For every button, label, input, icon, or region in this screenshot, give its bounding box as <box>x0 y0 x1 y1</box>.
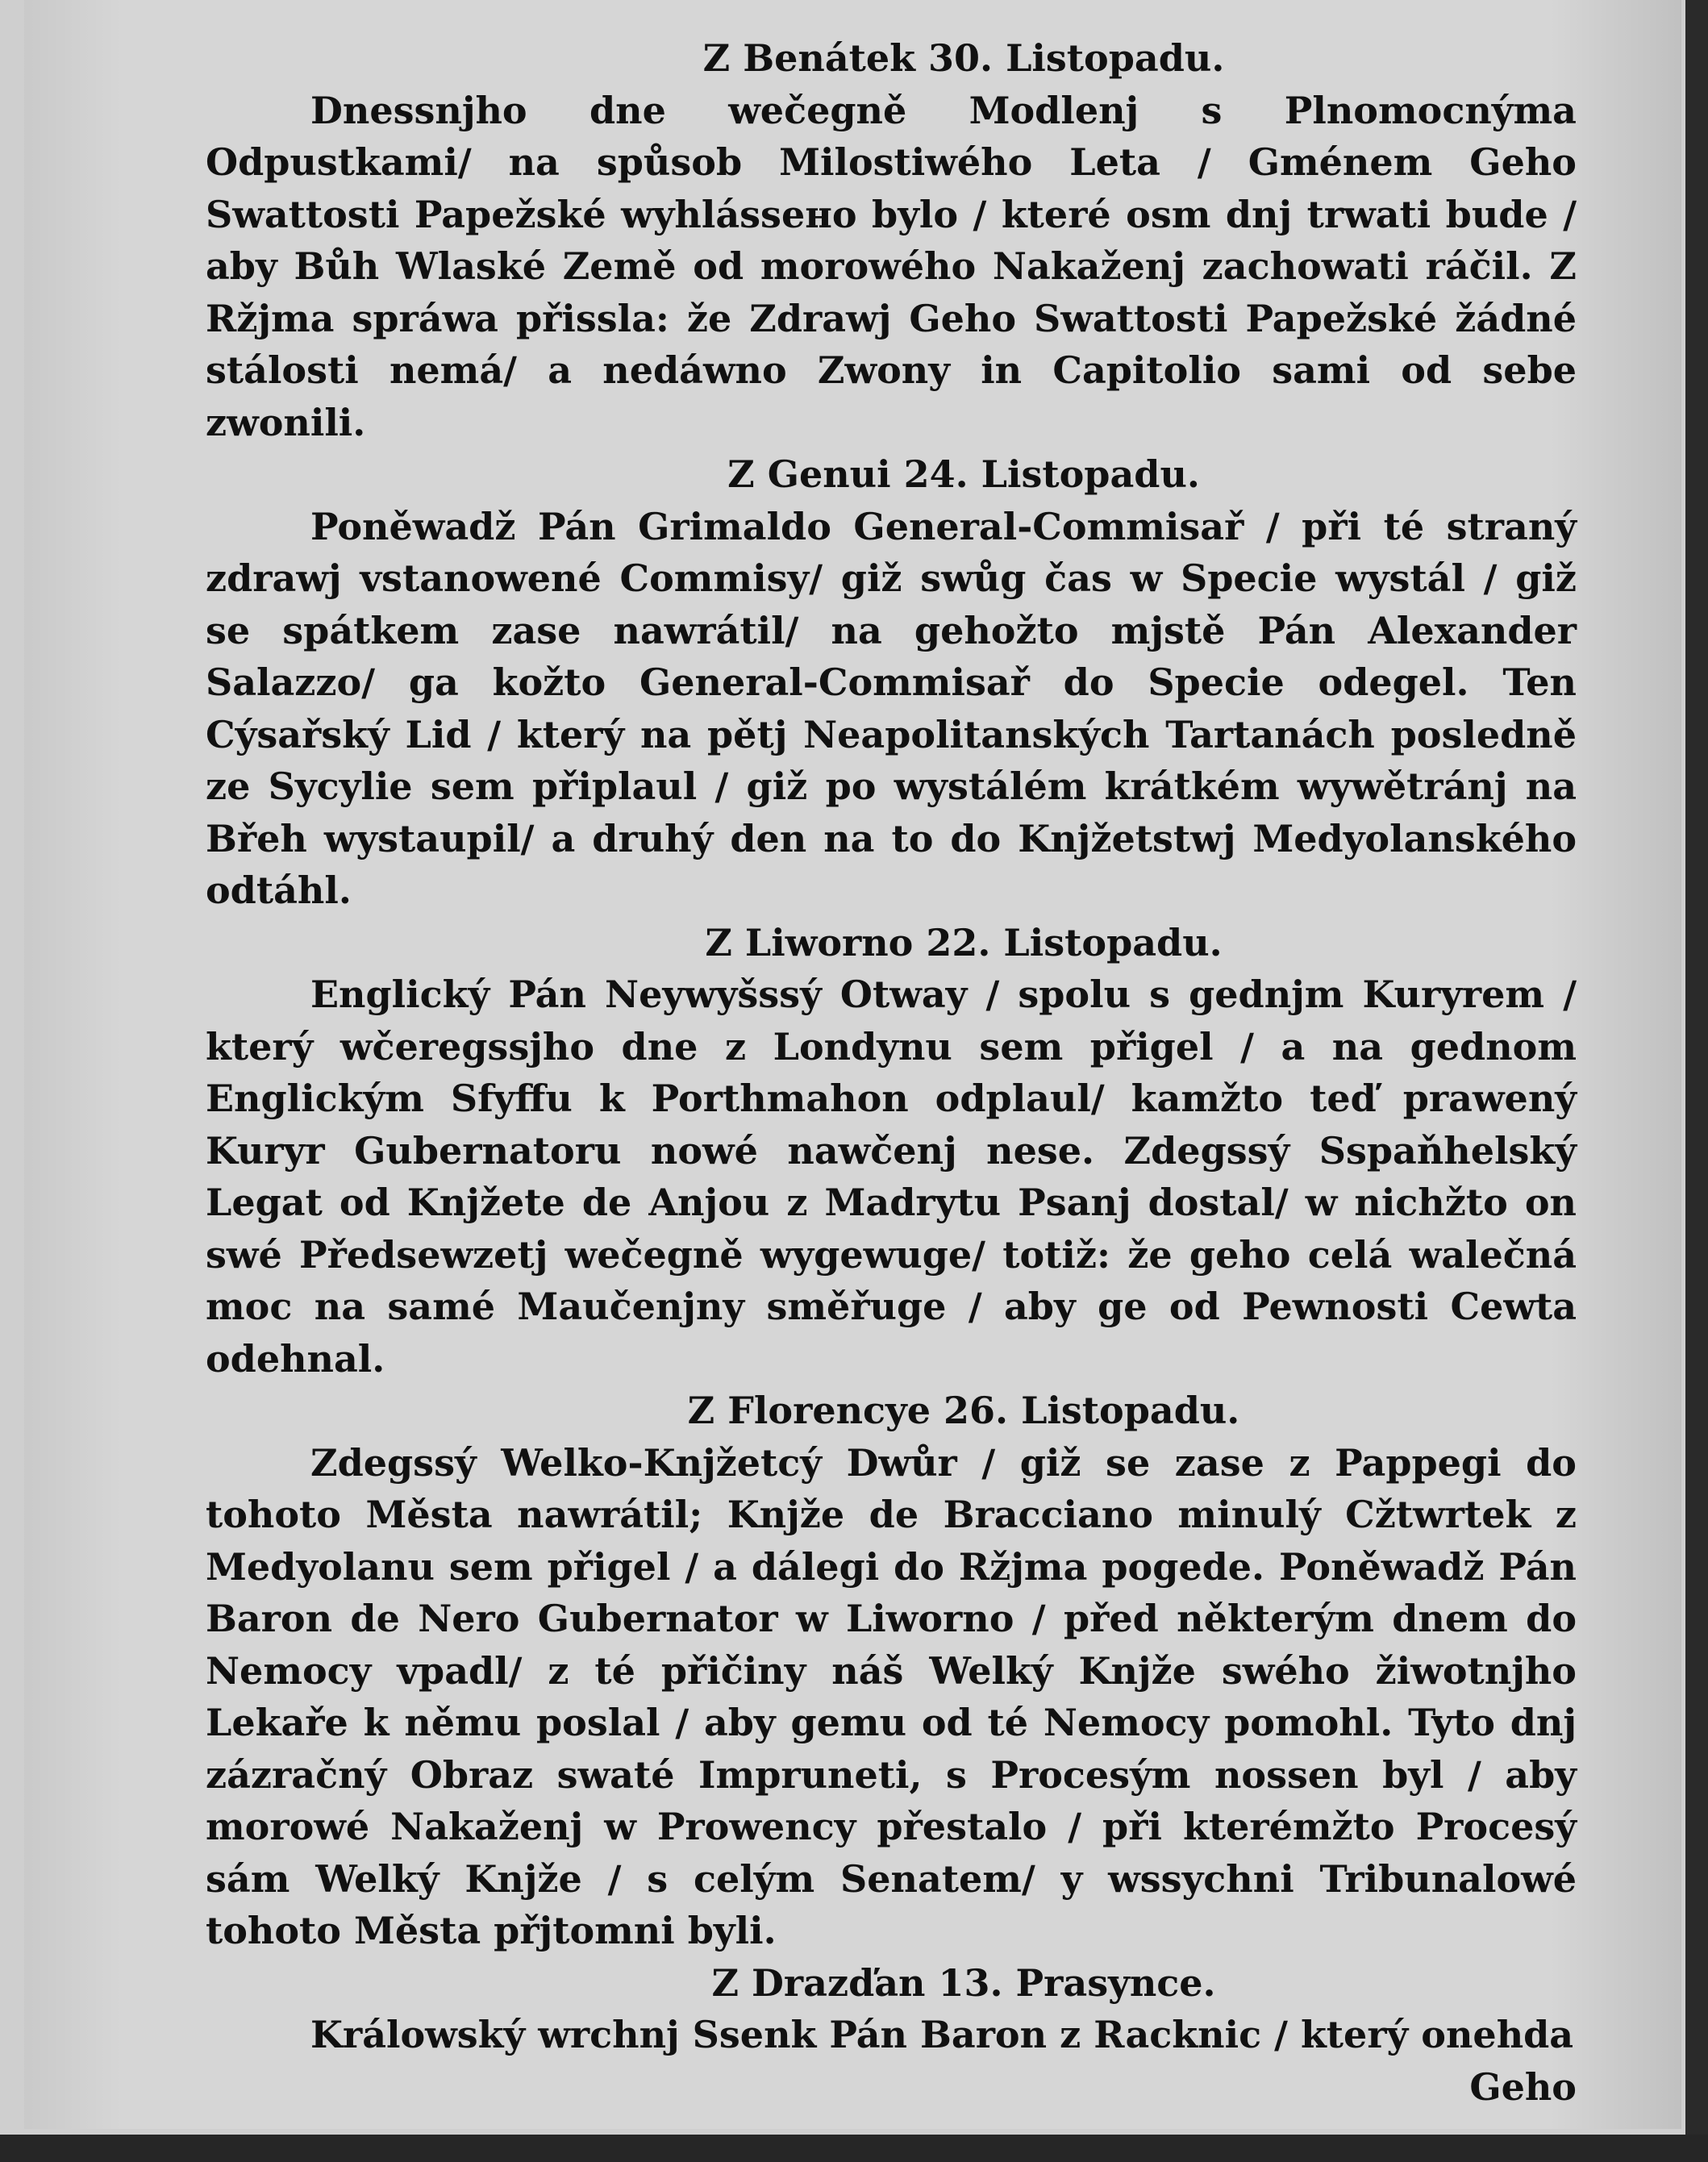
catchword: Geho <box>1469 2064 1577 2109</box>
page-bottom-edge <box>0 2135 1708 2162</box>
section-text-florence: Zdegssý Welko-Knjžetcý Dwůr / giž se zase z Pappegi do tohoto Města nawrátil; Knjže de Bracciano minulý Cžtwrtek z Medyolanu sem přigel / a dálegi do Ržjma pogede. Poněwadž Pán Baron de Nero Gubernator w Liworno / před některým dnem do Nemocy vpadl/ z té přičiny náš Welký Knjže swého žiwotnjho Lekaře k němu poslal / aby gemu od té Nemocy pomohl. Tyto dnj zázračný Obraz swaté Impruneti, s Procesým nossen byl / aby morowé Nakaženj w Prowency přestalo / při kterémžto Procesý sám Welký Knjže / s celým Senatem/ y wssychni Tribunalowé tohoto Města přjtomni byli. <box>206 1440 1577 1952</box>
section-heading-florence: Z Florencye 26. Listopadu. <box>687 1389 1240 1432</box>
article-text-block <box>206 32 1577 2113</box>
section-heading-dresden: Z Drazďan 13. Prasynce. <box>711 1960 1216 2005</box>
section-text-venice: Dnessnjho dne wečegně Modlenj s Plnomocnýma Odpustkami/ na spůsob Milostiwého Leta / Gménem Geho Swattosti Papežské wyhlássено bylo / které osm dnj trwati bude / aby Bůh Wlaské Země od morowého Nakaženj zachowati ráčil. Z Ržjma spráwa přissla: že Zdrawj Geho Swattosti Papežské žádné stálosti nemá/ a nedáwno Zwony in Capitolio sami od sebe zwonili. <box>206 88 1577 444</box>
section-heading-venice: Z Benátek 30. Listopadu. <box>702 36 1225 80</box>
section-heading-livorno: Z Liworno 22. Listopadu. <box>705 920 1223 964</box>
section-text-livorno: Englický Pán Neywyšssý Otway / spolu s gednjm Kuryrem / který wčeregssjho dne z Londynu sem přigel / a na gednom Englickým Sfyffu k Porthmahon odplaul/ kamžto teď prawený Kuryr Gubernatoru nowé nawčenj nese. Zdegssý Sspaňhelský Legat od Knjžete de Anjou z Madrytu Psanj dostal/ w nichžto on swé Předsewzetj wečegně wygewuge/ totiž: že geho celá walečná moc na samé Maučenjny směřuge / aby ge od Pewnosti Cewta odehnal. <box>206 973 1577 1381</box>
binding-gutter <box>1685 0 1708 2162</box>
section-heading-genoa: Z Genui 24. Listopadu. <box>727 452 1200 496</box>
section-text-dresden: Králowský wrchnj Ssenk Pán Baron z Racknic / který onehda <box>310 2013 1574 2056</box>
section-text-genoa: Poněwadž Pán Grimaldo General-Commisař / při té straný zdrawj vstanowené Commisy/ giž swůg čas w Specie wystál / giž se spátkem zase nawrátil/ na gehožto mjstě Pán Alexander Salazzo/ ga kožto General-Commisař do Specie odegel. Ten Cýsařský Lid / který na pětj Neapolitanských Tartanách posledně ze Sycylie sem připlaul / giž po wystálém krátkém wywětránj na Břeh wystaupil/ a druhý den na to do Knjžetstwj Medyolanského odtáhl. <box>206 504 1577 912</box>
